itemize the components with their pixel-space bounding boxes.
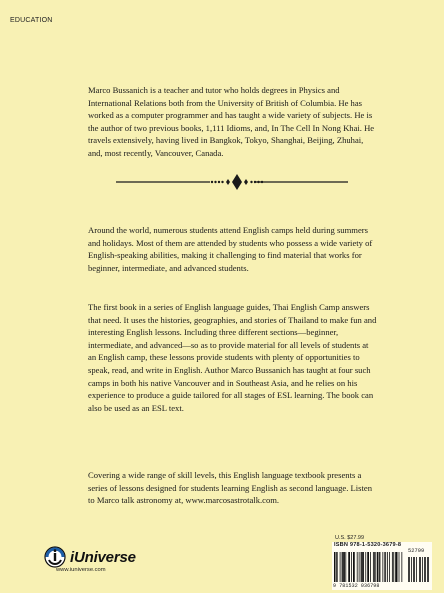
addon-bar — [422, 557, 423, 582]
description-paragraph-2: The first book in a series of English language guides, Thai English Camp answers that need. It uses the histories, geographies, and stories of Thailand to make fun and interesting English lessons. Including three different sections—beginner, intermediate, and advanced—so as to provide material for all levels of students at an English camp, these lessons provide students with plenty of opportunities to speak, read, and write in English. Author Marco Bussanich has taught at four such camps in both his native Vancouver and in Southeast Asia, and he relies on his experience to produce a guide tailored for all stages of ESL learning. The book can also be used as an ESL text. — [88, 302, 377, 413]
barcode-bar — [365, 552, 366, 582]
barcode-bar — [343, 552, 344, 582]
barcode-bar — [382, 552, 383, 582]
barcode-bar — [344, 552, 345, 582]
barcode-bar — [373, 552, 374, 582]
addon-bar — [414, 557, 415, 582]
barcode-bar — [374, 552, 375, 582]
publisher-url: www.iuniverse.com — [56, 567, 106, 573]
barcode-bar — [379, 552, 380, 582]
divider-ornament — [114, 171, 350, 193]
addon-bar — [420, 557, 421, 582]
barcode-bar — [349, 552, 350, 582]
barcode-bar — [345, 552, 346, 582]
barcode-bar — [354, 552, 355, 582]
addon-bar — [428, 557, 429, 582]
barcode-bar — [359, 552, 360, 582]
barcode-bar — [395, 552, 396, 582]
barcode-bar — [336, 552, 337, 582]
addon-bar — [424, 557, 425, 582]
barcode-bar — [363, 552, 364, 582]
addon-code: 52799 — [408, 548, 425, 554]
isbn-label: ISBN 978-1-5320-3679-8 — [334, 542, 402, 548]
barcode-bar — [393, 552, 394, 582]
author-bio: Marco Bussanich is a teacher and tutor who holds degrees in Physics and International Relations both from the University of British of Columbia. He has worked as a computer programmer and has taught a wide variety of subjects. He is the author of two previous books, 1,111 Idioms, and, In The Cell In Nong Khai. He travels extensively, having lived in Bangkok, Tokyo, Shanghai, Beijing, Zhuhai, and, most recently, Vancouver, Canada. — [88, 85, 375, 158]
addon-bar — [409, 557, 410, 582]
barcode-bar — [384, 552, 385, 582]
category-label: EDUCATION — [10, 17, 53, 24]
description-paragraph-1: Around the world, numerous students attend English camps held during summers and holidays. Most of them are attended by students who possess a wide variety of English-speaking abilities, making it challenging to find material that works for beginner, intermediate, and advanced students. — [88, 225, 373, 273]
barcode-bar — [370, 552, 371, 582]
addon-bar — [413, 557, 414, 582]
price-label: U.S. $27.99 — [335, 535, 365, 541]
addon-bar — [411, 557, 412, 582]
iuniverse-logo-icon — [44, 546, 70, 568]
barcode-bar — [368, 552, 369, 582]
barcode-bar — [340, 552, 341, 582]
barcode-bar — [351, 552, 352, 582]
barcode-bars — [332, 548, 432, 584]
publisher-name: iUniverse — [70, 549, 136, 566]
addon-bar — [408, 557, 409, 582]
barcode-bar — [389, 552, 390, 582]
barcode-bar — [380, 552, 381, 582]
barcode-bar — [337, 552, 338, 582]
barcode-bar — [342, 552, 343, 582]
barcode-bar — [387, 552, 388, 582]
barcode-bar — [334, 552, 335, 582]
barcode-bar — [362, 552, 363, 582]
barcode-bar — [357, 552, 358, 582]
barcode — [332, 542, 432, 590]
addon-bar — [425, 557, 426, 582]
addon-bar — [427, 557, 428, 582]
ean-digits: 9 781532 036798 — [333, 583, 380, 589]
barcode-bar — [375, 552, 376, 582]
addon-bar — [416, 557, 417, 582]
publisher-logo — [44, 546, 144, 576]
barcode-bar — [401, 552, 402, 582]
addon-bar — [419, 557, 420, 582]
barcode-bar — [361, 552, 362, 582]
barcode-bar — [392, 552, 393, 582]
barcode-bar — [385, 552, 386, 582]
description-paragraph-3: Covering a wide range of skill levels, this English language textbook presents a series of lessons designed for students learning English as second language. Listen to Marco talk astronomy at, www.marcosastrotalk.com. — [88, 470, 373, 506]
barcode-bar — [399, 552, 400, 582]
barcode-bar — [377, 552, 378, 582]
barcode-bar — [397, 552, 398, 582]
